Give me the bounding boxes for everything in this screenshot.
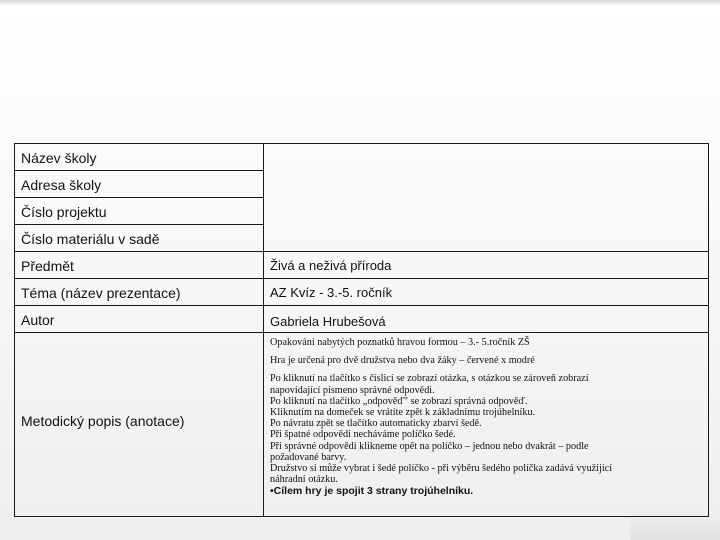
annotation-line: Kliknutím na domeček se vrátíte zpět k základnímu trojúhelníku. <box>270 407 536 419</box>
value-cell-subject <box>264 252 709 279</box>
slide-corner-shade <box>630 516 720 540</box>
label-cell-material-number <box>15 225 264 252</box>
annotation-line: Po kliknutí na tlačítko „odpověď" se zobrazí správná odpověď. <box>270 395 528 407</box>
value-cell-author <box>264 306 709 333</box>
annotation-line: napovídající písmeno správné odpovědi. <box>270 384 435 396</box>
school-name-label: Název školy <box>21 150 97 166</box>
slide-top-shadow <box>0 0 720 6</box>
label-cell-project-number <box>15 198 264 225</box>
school-address-label: Adresa školy <box>21 177 102 193</box>
document-info-table <box>14 143 709 517</box>
table-row <box>15 279 709 306</box>
annotation-goal: •Cílem hry je spojit 3 strany trojúhelníku. <box>270 485 474 498</box>
topic-value: AZ Kvíz - 3.-5. ročník <box>270 285 393 300</box>
label-cell-school-address <box>15 171 264 198</box>
annotation-line: Družstvo si může vybrat i šedé políčko - při výběru šedého políčka zadává využijící <box>270 463 613 475</box>
author-value: Gabriela Hrubešová <box>270 314 386 329</box>
label-cell-school-name <box>15 144 264 171</box>
table-row <box>15 252 709 279</box>
annotation-line: Při správné odpovědi klikneme opět na políčko – jednou nebo dvakrát – podle <box>270 440 589 452</box>
annotation-line: náhradní otázku. <box>270 474 338 486</box>
label-cell-annotation <box>15 333 264 517</box>
table-row <box>15 333 709 517</box>
table-row <box>15 144 709 171</box>
annotation-label: Metodický popis (anotace) <box>21 413 185 429</box>
value-cell-annotation <box>264 333 709 517</box>
subject-label: Předmět <box>21 258 74 274</box>
label-cell-topic <box>15 279 264 306</box>
annotation-line: Hra je určená pro dvě družstva nebo dva žáky – červené x modré <box>270 355 535 367</box>
table-row <box>15 306 709 333</box>
material-number-label: Číslo materiálu v sadě <box>21 231 160 247</box>
project-number-label: Číslo projektu <box>21 204 107 220</box>
value-cell-school-info <box>264 144 709 252</box>
subject-value: Živá a neživá příroda <box>270 258 392 273</box>
annotation-line: požadované barvy. <box>270 451 347 463</box>
author-label: Autor <box>21 312 55 328</box>
annotation-line: Po návratu zpět se tlačítko automaticky zbarví šedě. <box>270 418 482 430</box>
value-cell-topic <box>264 279 709 306</box>
annotation-line: Po kliknutí na tlačítko s číslicí se zobrazí otázka, s otázkou se zároveň zobrazí <box>270 373 589 385</box>
label-cell-subject <box>15 252 264 279</box>
annotation-text <box>270 333 708 497</box>
annotation-line: Při špatné odpovědi necháváme políčko šedé. <box>270 429 456 441</box>
annotation-line: Opakování nabytých poznatků hravou formou – 3.- 5.ročník ZŠ <box>270 337 530 348</box>
label-cell-author <box>15 306 264 333</box>
topic-label: Téma (název prezentace) <box>21 285 181 301</box>
